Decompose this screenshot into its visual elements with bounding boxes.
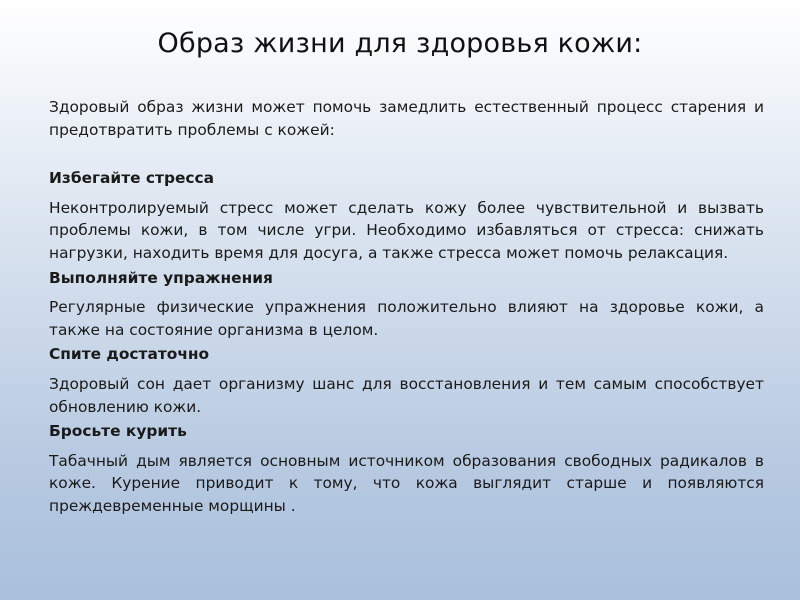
section-heading-exercise: Выполняйте упражнения — [49, 268, 273, 287]
section-text-sleep: Здоровый сон дает организму шанс для восстановления и тем самым способствует обновлению кожи. — [49, 374, 764, 416]
section-heading-sleep: Спите достаточно — [49, 345, 210, 364]
slide-title: Образ жизни для здоровья кожи: — [157, 28, 643, 59]
section-heading-stress: Избегайте стресса — [49, 169, 215, 188]
section-text-stress: Неконтролируемый стресс может сделать кожу более чувствительной и вызвать проблемы кожи, в том числе угри. Необходимо избавляться от стресса: снижать нагрузки, находить время для досуга, а также стресса может помочь релаксация. — [49, 198, 764, 262]
section-text-smoking: Табачный дым является основным источником образования свободных радикалов в коже. Курение приводит к тому, что кожа выглядит старше и появляются преждевременные морщины . — [49, 451, 764, 515]
slide-body — [49, 96, 764, 520]
section-heading-smoking: Бросьте курить — [49, 422, 187, 441]
intro-paragraph: Здоровый образ жизни может помочь замедлить естественный процесс старения и предотвратить проблемы с кожей: — [49, 98, 764, 139]
section-text-exercise: Регулярные физические упражнения положительно влияют на здоровье кожи, а также на состояние организма в целом. — [49, 298, 764, 339]
